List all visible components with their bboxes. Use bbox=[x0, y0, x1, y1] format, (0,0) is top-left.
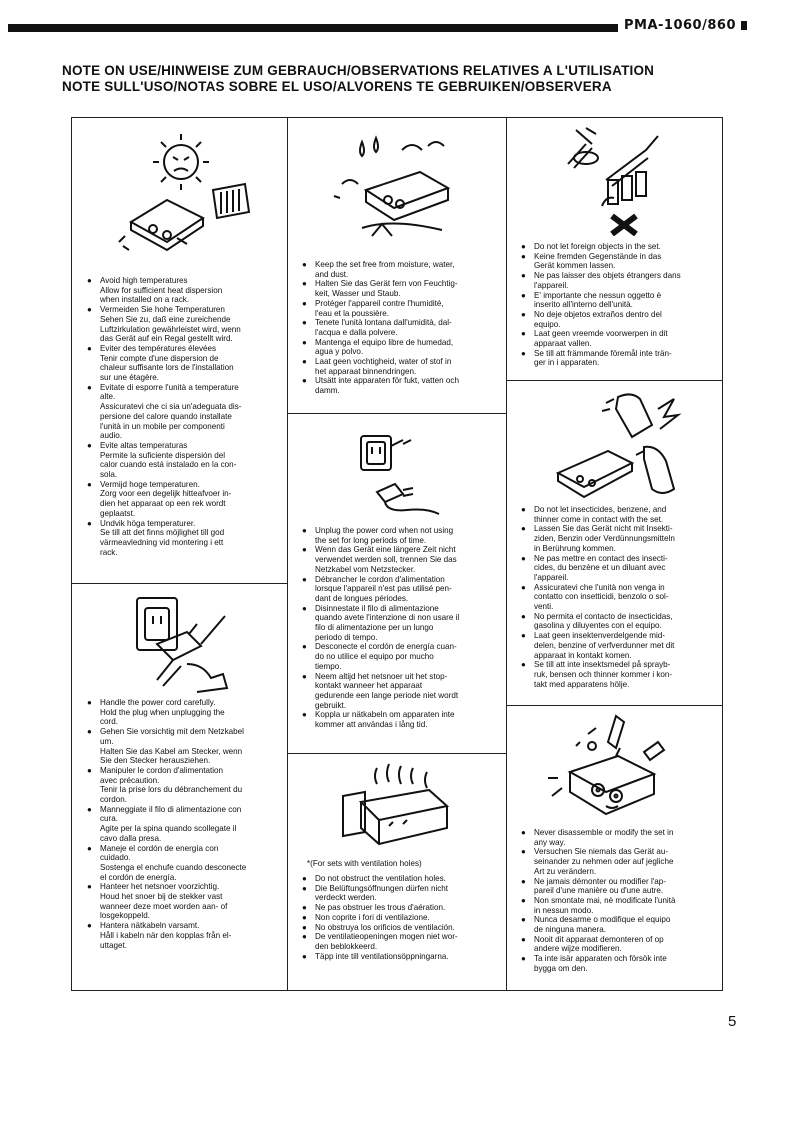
item-text: Se till att inte insektsmedel på sprayb- ruk, bensen och thinner kommer i kon- takt med apparatens hölje. bbox=[534, 660, 673, 689]
item-text: Non smontate mai, nè modificate l'unità in nessun modo. bbox=[534, 895, 676, 915]
list-item: ● Assicuratevi che l'unità non venga in contatto con insetticidi, benzolo o sol- venti. bbox=[520, 583, 714, 612]
list-item: ● Utsätt inte apparaten för fukt, vatten och damm. bbox=[301, 376, 498, 395]
list-item: ● Never disassemble or modify the set in any way. bbox=[520, 828, 714, 847]
item-text: Ne pas obstruer les trous d'aération. bbox=[315, 903, 446, 913]
column-middle bbox=[287, 118, 507, 990]
list-item: ● Manipuler le cordon d'alimentation avec précaution. Tenir la prise lors du débranchement du cordon. bbox=[86, 766, 279, 805]
list-item: ● Die Belüftungsöffnungen dürfen nicht verdeckt werden. bbox=[301, 884, 498, 903]
item-text: Halten Sie das Gerät fern von Feuchtig- keit, Wasser und Staub. bbox=[315, 279, 458, 299]
list-item: ● Täpp inte till ventilationsöppningarna. bbox=[301, 952, 498, 962]
list-item: ● Laat geen vochtigheid, water of stof in het apparaat binnendringen. bbox=[301, 357, 498, 376]
cell-disassemble bbox=[506, 705, 722, 990]
list-item: ● Tenete l'unità lontana dall'umidità, dal- l'acqua e dalla polvere. bbox=[301, 318, 498, 337]
ventilation-warning-list bbox=[301, 874, 498, 961]
page-title-line2: NOTE SULL'USO/NOTAS SOBRE EL USO/ALVORENS TE GEBRUIKEN/OBSERVERA bbox=[62, 79, 612, 94]
cell-unplug bbox=[287, 413, 506, 754]
list-item: ● Do not let foreign objects in the set. bbox=[520, 242, 714, 252]
list-item: ● Do not let insecticides, benzene, and thinner come in contact with the set. bbox=[520, 505, 714, 524]
list-item: ● Protéger l'appareil contre l'humidité, l'eau et la poussière. bbox=[301, 299, 498, 318]
foreign-objects-illustration bbox=[546, 124, 686, 236]
list-item: ● Laat geen insektenverdelgende mid- delen, benzine of verfverdunner met dit apparaat in kontakt komen. bbox=[520, 631, 714, 660]
item-text: Evite altas temperaturas Permite la suficiente dispersión del calor cuando está instalado en la con- sola. bbox=[100, 440, 237, 480]
list-item: ● Vermeiden Sie hohe Temperaturen Sehen Sie zu, daß eine zureichende Luftzirkulation gewährleistet wird, wenn das Gerät auf ein Regal gestellt wird. bbox=[86, 305, 279, 344]
list-item: ● Evite altas temperaturas Permite la suficiente dispersión del calor cuando está instalado en la con- sola. bbox=[86, 441, 279, 480]
item-text: E' importante che nessun oggetto è inserito all'interno dell'unità. bbox=[534, 290, 662, 310]
list-item: ● Nooit dit apparaat demonteren of op andere wijze modifieren. bbox=[520, 935, 714, 954]
item-text: Utsätt inte apparaten för fukt, vatten och damm. bbox=[315, 376, 459, 396]
item-text: Manipuler le cordon d'alimentation avec précaution. Tenir la prise lors du débranchement du cordon. bbox=[100, 765, 243, 805]
list-item: ● No deje objetos extraños dentro del equipo. bbox=[520, 310, 714, 329]
list-item: ● Nunca desarme o modifique el equipo de ninguna manera. bbox=[520, 915, 714, 934]
item-text: Unplug the power cord when not using the set for long periods of time. bbox=[315, 526, 454, 545]
unplug-illustration bbox=[347, 432, 447, 516]
item-text: Täpp inte till ventilationsöppningarna. bbox=[315, 951, 449, 961]
item-text: De ventilatieopeningen mogen niet wor- den beblokkeerd. bbox=[315, 932, 458, 951]
list-item: ● De ventilatieopeningen mogen niet wor- den beblokkeerd. bbox=[301, 932, 498, 951]
list-item: ● Non coprite i fori di ventilazione. bbox=[301, 913, 498, 923]
item-text: Avoid high temperatures Allow for sufficient heat dispersion when installed on a rack. bbox=[100, 276, 223, 305]
list-item: ● Handle the power cord carefully. Hold the plug when unplugging the cord. bbox=[86, 698, 279, 727]
item-text: No permita el contacto de insecticidas, gasolina y diluyentes con el equipo. bbox=[534, 611, 673, 631]
item-text: No deje objetos extraños dentro del equipo. bbox=[534, 309, 662, 329]
item-text: Protéger l'appareil contre l'humidité, l'eau et la poussière. bbox=[315, 298, 444, 318]
item-text: Ne jamais démonter ou modifier l'ap- pareil d'une manière ou d'une autre. bbox=[534, 876, 667, 896]
cell-foreign bbox=[506, 118, 722, 380]
list-item: ● Versuchen Sie niemals das Gerät au- seinander zu nehmen oder auf jegliche Art zu verändern. bbox=[520, 847, 714, 876]
item-text: Keine fremden Gegenstände in das Gerät kommen lassen. bbox=[534, 251, 662, 271]
list-item: ● Avoid high temperatures Allow for sufficient heat dispersion when installed on a rack. bbox=[86, 276, 279, 305]
list-item: ● Undvik höga temperaturer. Se till att det finns möjlighet till god värmeavledning vid montering i ett rack. bbox=[86, 519, 279, 558]
high-temperature-illustration bbox=[117, 126, 257, 256]
item-text: Se till att främmande föremål inte trän- ger in i apparaten. bbox=[534, 348, 672, 368]
list-item: ● Maneje el cordón de energía con cuidado. Sostenga el enchufe cuando desconecte el cordón de energía. bbox=[86, 844, 279, 883]
list-item: ● Eviter des températures élevées Tenir compte d'une dispersion de chaleur suffisante lors de l'installation sur une étagère. bbox=[86, 344, 279, 383]
item-text: Lassen Sie das Gerät nicht mit Insekti- ziden, Benzin oder Verdünnungsmitteln in Berührung kommen. bbox=[534, 524, 675, 553]
list-item: ● Ne jamais démonter ou modifier l'ap- pareil d'une manière ou d'une autre. bbox=[520, 877, 714, 896]
list-item: ● Desconecte el cordón de energía cuan- do no utilice el equipo por mucho tiempo. bbox=[301, 642, 498, 671]
item-text: Débrancher le cordon d'alimentation lorsque l'appareil n'est pas utilisé pen- dant de longues périodes. bbox=[315, 574, 452, 603]
item-text: Disinnestate il filo di alimentazione quando avete l'intenzione di non usare il filo di alimentazione per un lungo periodo di tempo. bbox=[315, 603, 460, 642]
item-text: Vermijd hoge temperaturen. Zorg voor een degelijk hitteafvoer in- dien het apparaat op een rek wordt geplaatst. bbox=[100, 479, 232, 518]
insecticide-spray-illustration bbox=[548, 389, 688, 501]
item-text: Laat geen insektenverdelgende mid- delen, benzine of verfverdunner met dit apparaat in kontakt komen. bbox=[534, 631, 675, 660]
list-item: ● Ta inte isär apparaten och försök inte bygga om den. bbox=[520, 954, 714, 973]
cell-insecticides bbox=[506, 380, 722, 706]
item-text: Evitate di esporre l'unità a temperature alte. Assicuratevi che ci sia un'adeguata dis- persione del calore quando installate l'unità in un mobile per componenti audio. bbox=[100, 382, 242, 441]
item-text: Nooit dit apparaat demonteren of op andere wijze modifieren. bbox=[534, 934, 664, 954]
ventilation-illustration bbox=[337, 762, 457, 852]
item-text: Ne pas mettre en contact des insecti- cides, du benzène et un diluant avec l'appareil. bbox=[534, 553, 668, 582]
item-text: Handle the power cord carefully. Hold the plug when unplugging the cord. bbox=[100, 698, 225, 727]
item-text: Ne pas laisser des objets étrangers dans l'appareil. bbox=[534, 271, 681, 290]
foreign-objects-warning-list bbox=[520, 242, 714, 368]
list-item: ● Lassen Sie das Gerät nicht mit Insekti- ziden, Benzin oder Verdünnungsmitteln in Berührung kommen. bbox=[520, 524, 714, 553]
page-number: 5 bbox=[728, 1013, 737, 1030]
item-text: Gehen Sie vorsichtig mit dem Netzkabel um. Halten Sie das Kabel am Stecker, wenn Sie den Stecker herausziehen. bbox=[100, 727, 244, 766]
list-item: ● Se till att inte insektsmedel på sprayb- ruk, bensen och thinner kommer i kon- takt med apparatens hölje. bbox=[520, 660, 714, 689]
cell-heat bbox=[72, 118, 287, 583]
column-left bbox=[72, 118, 288, 990]
list-item: ● Evitate di esporre l'unità a temperature alte. Assicuratevi che ci sia un'adeguata dis- persione del calore quando installate l'unità in un mobile per componenti audio. bbox=[86, 383, 279, 441]
heat-warning-list bbox=[86, 276, 279, 557]
list-item: ● Mantenga el equipo libre de humedad, agua y polvo. bbox=[301, 338, 498, 357]
list-item: ● Gehen Sie vorsichtig mit dem Netzkabel um. Halten Sie das Kabel am Stecker, wenn Sie den Stecker herausziehen. bbox=[86, 727, 279, 766]
item-text: Die Belüftungsöffnungen dürfen nicht verdeckt werden. bbox=[315, 883, 449, 903]
item-text: Non coprite i fori di ventilazione. bbox=[315, 912, 430, 922]
list-item: ● Wenn das Gerät eine längere Zeit nicht verwendet werden soll, trennen Sie das Netzkabel vom Netzstecker. bbox=[301, 545, 498, 574]
item-text: Vermeiden Sie hohe Temperaturen Sehen Sie zu, daß eine zureichende Luftzirkulation gewährleistet wird, wenn das Gerät auf ein Regal gestellt wird. bbox=[100, 305, 241, 344]
list-item: ● E' importante che nessun oggetto è inserito all'interno dell'unità. bbox=[520, 291, 714, 310]
insecticide-warning-list bbox=[520, 505, 714, 689]
disassemble-illustration bbox=[546, 712, 686, 824]
item-text: Assicuratevi che l'unità non venga in contatto con insetticidi, benzolo o sol- venti. bbox=[534, 582, 669, 612]
item-text: Do not let insecticides, benzene, and thinner come in contact with the set. bbox=[534, 505, 667, 524]
model-label: PMA-1060/860 bbox=[624, 18, 747, 33]
list-item: ● Ne pas laisser des objets étrangers dans l'appareil. bbox=[520, 271, 714, 290]
item-text: Tenete l'unità lontana dall'umidità, dal- l'acqua e dalla polvere. bbox=[315, 318, 452, 337]
item-text: Wenn das Gerät eine längere Zeit nicht verwendet werden soll, trennen Sie das Netzkabel vom Netzstecker. bbox=[315, 545, 457, 574]
list-item: ● Ne pas obstruer les trous d'aération. bbox=[301, 903, 498, 913]
disassemble-warning-list bbox=[520, 828, 714, 974]
list-item: ● No permita el contacto de insecticidas, gasolina y diluyentes con el equipo. bbox=[520, 612, 714, 631]
item-text: Koppla ur nätkabeln om apparaten inte kommer att användas i lång tid. bbox=[315, 710, 455, 730]
list-item: ● Keine fremden Gegenstände in das Gerät kommen lassen. bbox=[520, 252, 714, 271]
item-text: Maneje el cordón de energía con cuidado. Sostenga el enchufe cuando desconecte el cordón de energía. bbox=[100, 843, 247, 882]
item-text: Neem altijd het netsnoer uit het stop- kontakt wanneer het apparaat gedurende een lange periode niet wordt gebruikt. bbox=[315, 671, 459, 710]
cell-moisture bbox=[287, 118, 506, 413]
list-item: ● No obstruya los orificios de ventilación. bbox=[301, 923, 498, 933]
item-text: No obstruya los orificios de ventilación. bbox=[315, 922, 455, 932]
cell-cord bbox=[72, 583, 287, 990]
item-text: Mantenga el equipo libre de humedad, agua y polvo. bbox=[315, 337, 454, 357]
item-text: Never disassemble or modify the set in any way. bbox=[534, 828, 674, 847]
item-text: Desconecte el cordón de energía cuan- do no utilice el equipo por mucho tiempo. bbox=[315, 642, 457, 671]
moisture-warning-list bbox=[301, 260, 498, 396]
list-item: ● Ne pas mettre en contact des insecti- cides, du benzène et un diluant avec l'appareil. bbox=[520, 554, 714, 583]
list-item: ● Débrancher le cordon d'alimentation lorsque l'appareil n'est pas utilisé pen- dant de longues périodes. bbox=[301, 575, 498, 604]
list-item: ● Se till att främmande föremål inte trän- ger in i apparaten. bbox=[520, 349, 714, 368]
list-item: ● Koppla ur nätkabeln om apparaten inte kommer att användas i lång tid. bbox=[301, 710, 498, 729]
item-text: Ta inte isär apparaten och försök inte bygga om den. bbox=[534, 954, 667, 973]
ventilation-note: *(For sets with ventilation holes) bbox=[307, 859, 422, 868]
unplug-warning-list bbox=[301, 526, 498, 730]
item-text: Do not obstruct the ventilation holes. bbox=[315, 874, 446, 883]
list-item: ● Non smontate mai, nè modificate l'unità in nessun modo. bbox=[520, 896, 714, 915]
item-text: Undvik höga temperaturer. Se till att det finns möjlighet till god värmeavledning vid montering i ett rack. bbox=[100, 518, 225, 557]
item-text: Keep the set free from moisture, water, and dust. bbox=[315, 260, 455, 279]
item-text: Laat geen vochtigheid, water of stof in het apparaat binnendringen. bbox=[315, 357, 452, 376]
list-item: ● Laat geen vreemde voorwerpen in dit apparaat vallen. bbox=[520, 329, 714, 348]
list-item: ● Hantera nätkabeln varsamt. Håll i kabeln när den kopplas från el- uttaget. bbox=[86, 921, 279, 950]
list-item: ● Neem altijd het netsnoer uit het stop- kontakt wanneer het apparaat gedurende een lange periode niet wordt gebruikt. bbox=[301, 672, 498, 711]
cell-ventilation bbox=[287, 753, 506, 990]
item-text: Eviter des températures élevées Tenir compte d'une dispersion de chaleur suffisante lors de l'installation sur une étagère. bbox=[100, 343, 234, 383]
item-text: Manneggiate il filo di alimentazione con cura. Agite per la spina quando scollegate il cavo dalla presa. bbox=[100, 804, 242, 843]
list-item: ● Disinnestate il filo di alimentazione quando avete l'intenzione di non usare il filo di alimentazione per un lungo periodo di tempo. bbox=[301, 604, 498, 643]
item-text: Do not let foreign objects in the set. bbox=[534, 242, 661, 251]
item-text: Hanteer het netsnoer voorzichtig. Houd het snoer bij de stekker vast wanneer deze moet worden aan- of losgekoppeld. bbox=[100, 882, 228, 921]
column-right bbox=[506, 118, 722, 990]
page-title-line1: NOTE ON USE/HINWEISE ZUM GEBRAUCH/OBSERVATIONS RELATIVES A L'UTILISATION bbox=[62, 63, 655, 78]
list-item: ● Do not obstruct the ventilation holes. bbox=[301, 874, 498, 884]
list-item: ● Unplug the power cord when not using the set for long periods of time. bbox=[301, 526, 498, 545]
list-item: ● Halten Sie das Gerät fern von Feuchtig- keit, Wasser und Staub. bbox=[301, 279, 498, 298]
item-text: Nunca desarme o modifique el equipo de ninguna manera. bbox=[534, 915, 671, 935]
item-text: Laat geen vreemde voorwerpen in dit apparaat vallen. bbox=[534, 329, 668, 349]
cord-warning-list bbox=[86, 698, 279, 950]
list-item: ● Manneggiate il filo di alimentazione con cura. Agite per la spina quando scollegate il cavo dalla presa. bbox=[86, 805, 279, 844]
power-plug-illustration bbox=[127, 594, 237, 694]
notes-table bbox=[71, 117, 723, 991]
list-item: ● Vermijd hoge temperaturen. Zorg voor een degelijk hitteafvoer in- dien het apparaat op een rek wordt geplaatst. bbox=[86, 480, 279, 519]
item-text: Hantera nätkabeln varsamt. Håll i kabeln när den kopplas från el- uttaget. bbox=[100, 921, 232, 950]
header-rule bbox=[8, 24, 618, 32]
item-text: Versuchen Sie niemals das Gerät au- seinander zu nehmen oder auf jegliche Art zu verändern. bbox=[534, 847, 674, 876]
moisture-illustration bbox=[332, 132, 472, 244]
list-item: ● Keep the set free from moisture, water, and dust. bbox=[301, 260, 498, 279]
list-item: ● Hanteer het netsnoer voorzichtig. Houd het snoer bij de stekker vast wanneer deze moet worden aan- of losgekoppeld. bbox=[86, 882, 279, 921]
